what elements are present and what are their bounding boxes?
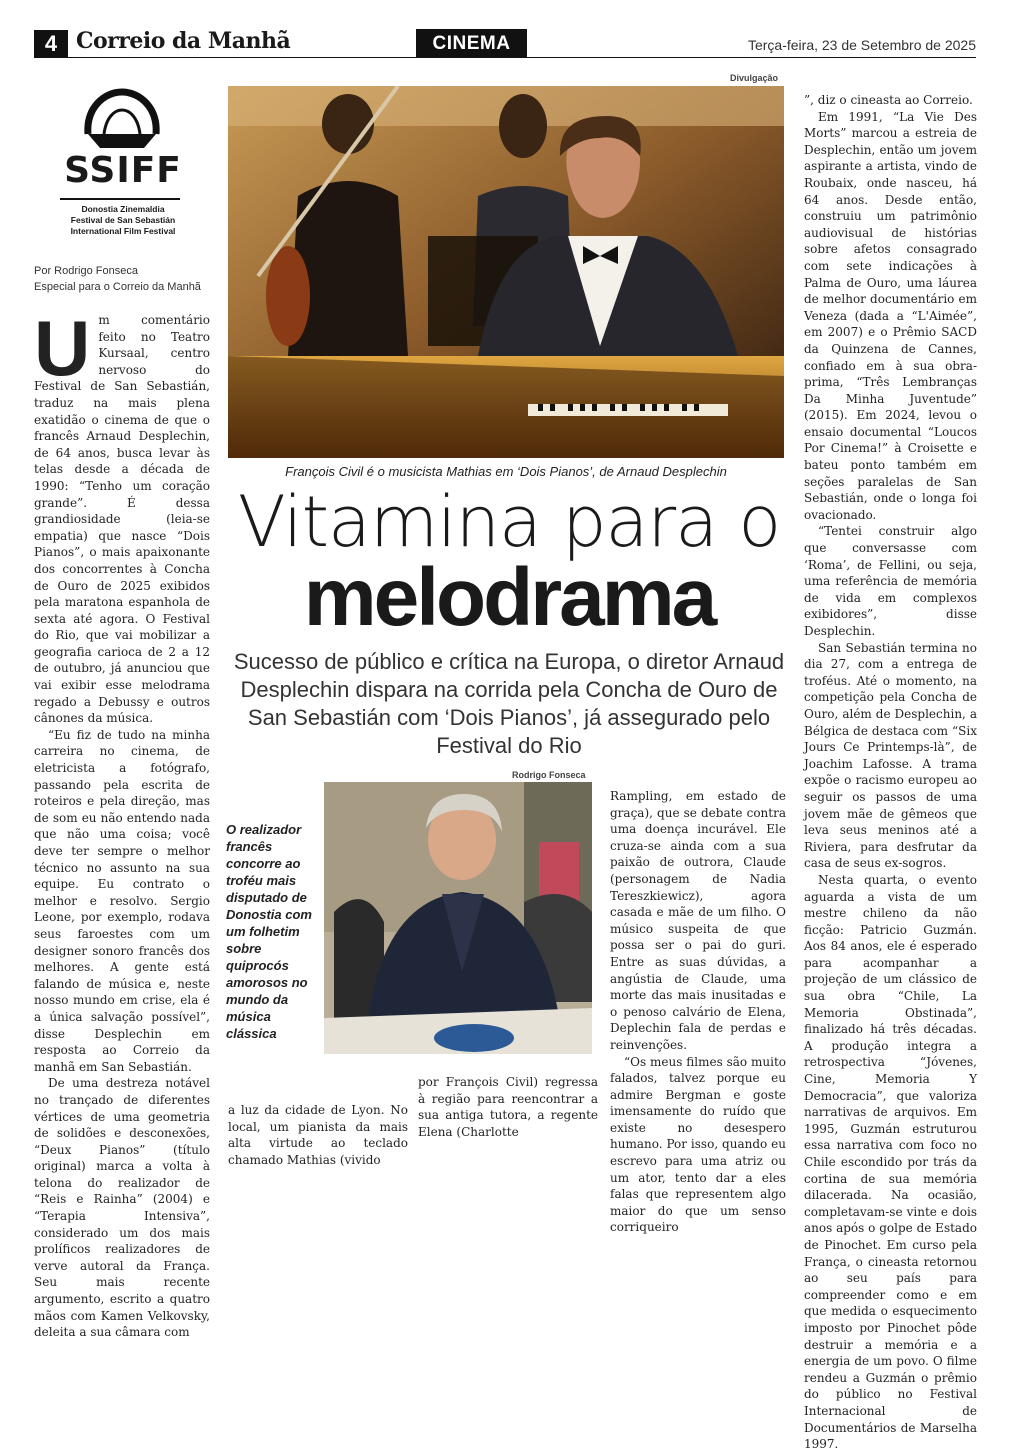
photo-credit: Divulgação [730,73,779,83]
article-column-2 [228,1102,408,1168]
article-paragraph: “Os meus filmes são muito falados, talvez porque eu admire Bergman e goste imensamente do ruído que existe no desespero humano. Por isso, quando eu escrevo para uma atriz ou um ator, tento dar a eles falas que representem algo maior do que um senso corriqueiro [610,1054,786,1235]
page-number: 4 [34,30,68,58]
article-column-4 [610,788,786,1236]
director-photo [324,782,592,1054]
article-column-3 [418,1074,598,1140]
header-rule [34,57,976,58]
headline-deck: Sucesso de público e crítica na Europa, o diretor Arnaud Desplechin dispara na corrida pela Concha de Ouro de San Sebastián com ‘Dois Pianos’, já assegurado pelo Festival do Rio [233,649,785,758]
article-paragraph: San Sebastián termina no dia 27, com a entrega de troféus. Até o momento, na competição pela Concha de Ouro, além de Desplechin, a Bélgica de destaca com “Six Jours Ce Printemps-là”, de Joachim Lafosse. A trama expõe o racismo europeu ao seguir os passos de uma jovem mãe de gêmeos que leva seus meninos até a Riviera, para desfrutar da casa de seus ex-sogros. [804,640,977,871]
director-photo-caption: O realizador francês concorre ao troféu mais disputado de Donostia com um folhetim sobre quiprocós amorosos no mundo da música clássica [226,822,312,1041]
logo-sub-line: Festival de San Sebastián [70,215,176,225]
article-column-5 [804,92,977,1452]
logo-sub-line: International Film Festival [70,226,176,236]
byline-author: Por Rodrigo Fonseca [34,265,138,277]
photo-credit: Rodrigo Fonseca [512,770,586,780]
section-tag: CINEMA [416,29,527,58]
article-paragraph: Rampling, em estado de graça), que se debate contra uma doença incurável. Ele cruza-se ainda com a sua paixão de outrora, Claude (personagem de Nadia Tereszkiewicz), agora casada e mãe de um filho. O músico suspeita de que possa ser o pai do guri. Entre as suas dúvidas, a angústia de Claude, uma morte das mais inusitadas e o penoso calvário de Elena, Deplechin fala de perdas e reinvenções. [610,789,786,1052]
pianist-photo-illustration [228,86,784,458]
byline-role: Especial para o Correio da Manhã [34,281,201,293]
issue-date: Terça-feira, 23 de Setembro de 2025 [747,37,976,53]
shell-icon [82,88,162,150]
article-paragraph: a luz da cidade de Lyon. No local, um pianista da mais alta virtude ao teclado chamado Mathias (vivido [228,1103,408,1167]
article-paragraph [34,304,210,727]
masthead: Correio da Manhã [76,28,291,54]
byline [34,263,201,295]
logo-sub-line: Donostia Zinemaldia [81,204,165,214]
article-paragraph: por François Civil) regressa à região para reencontrar a sua antiga tutora, a regente Elena (Charlotte [418,1075,598,1139]
hero-photo-caption: François Civil é o musicista Mathias em ‘Dois Pianos’, de Arnaud Desplechin [285,464,727,479]
logo-acronym: SSIFF [64,150,182,191]
director-photo-illustration [324,782,592,1054]
headline-line-1: Vitamina para o [237,481,781,563]
article-paragraph: Em 1991, “La Vie Des Morts” marcou a estreia de Desplechin, então um jovem aspirante a artista, vindo de Roubaix, onde nasceu, há 64 anos. Desde então, construiu um patrimônio audiovisual de histórias sobre afetos consagrado com sete indicações à Palma de Ouro, uma láurea de melhor documentário em Veneza (dada a “L'Aimée”, em 2007) e o Prêmio SACD da Quinzena de Cannes, confiado em à sua obra-prima, “Três Lembranças Da Minha Juventude” (2015). Em 2024, levou o ensaio documental “Loucos Por Cinema!” à Croisette e bateu ponto também em seções paralelas de San Sebastián, onde o longa foi ovacionado. [804,109,977,522]
logo-rule [60,198,180,200]
ssiff-logo [58,88,188,248]
article-paragraph: “Eu fiz de tudo na minha carreira no cinema, de eletricista a fotógrafo, passando pela escrita de roteiros e pela direção, mas de som eu não entendo nada que não uma coisa; você deve ter sempre o melhor técnico no assunto na sua equipe. Eu contrato o melhor e resolvo. Sergio Leone, por exemplo, rodava seus faroestes com um designer sonoro francês dos melhores. A gente está falando de música e, neste nosso mundo em crise, ela é a única salvação possível”, disse Desplechin em resposta ao Correio da manhã em San Sebastián. [34,727,210,1074]
logo-subtitle [58,204,188,237]
article-paragraph: De uma destreza notável no trançado de diferentes vértices de uma geometria de solidões e desconexões, “Deux Pianos” (título original) marca a volta à telona do realizador de “Reis e Rainha” (2004) e “Terapia Intensiva”, considerado um dos mais prolíficos realizadores de verve autoral da França. Seu mais recente argumento, escrito a quatro mãos com Kamen Velkovsky, deleita a sua câmara com [34,1076,210,1340]
headline-line-2: melodrama [303,552,715,643]
article-paragraph: ”, diz o cineasta ao Correio. [804,93,973,107]
article-paragraph: Nesta quarta, o evento aguarda a vista de um mestre chileno da não ficção: Patricio Guzmán. Aos 84 anos, ele é esperado para acompanhar a projeção de um clássico de sua obra “Chile, La Memoria Obstinada”, finalizado há três décadas. A produção integra a retrospectiva “Jóvenes, Cine, Memoria Y Democracia”, que valoriza narrativas de arquivos. Em 1995, Guzmán estruturou essa narrativa com foco no Chile escondido por trás da cortina de sua memória dilacerada. Na ocasião, completavam-se vinte e dois anos após o golpe de Estado de Pinochet. Em curso pela França, o cineasta retornou ao seu país para compreender como e em que medida o esquecimento imposto por Pinochet pôde destruir a memória e a energia de um povo. O filme rendeu a Guzmán o prêmio do público no Festival Internacional de Documentários de Marselha 1997. [804,872,977,1452]
paragraph-text: m comentário feito no Teatro Kursaal, centro nervoso do Festival de San Sebastián, traduz na mais plena exatidão o cinema de que o francês Arnaud Desplechin, de 64 anos, busca levar às telas desde a década de 1990: “Tenho um coração grande”. É dessa grandiosidade (leia-se empatia) que nasce “Dois Pianos”, o mais apaixonante dos concorrentes à Concha de Ouro de 2025 exibidos pela maratona espanhola de sexta até agora. O Festival do Rio, que vai mobilizar a geografia carioca de 2 a 12 de outubro, já anunciou que vai exibir esse melodrama regado a Debussy e outros cânones da música. [34,313,210,726]
drop-cap: U [34,304,91,392]
article-paragraph: “Tentei construir algo que conversasse com ‘Roma’, de Fellini, ou seja, uma referência de memória de vida em complexos exibidores”, disse Desplechin. [804,524,977,638]
hero-photo [228,86,784,458]
article-column-1 [34,304,210,1340]
